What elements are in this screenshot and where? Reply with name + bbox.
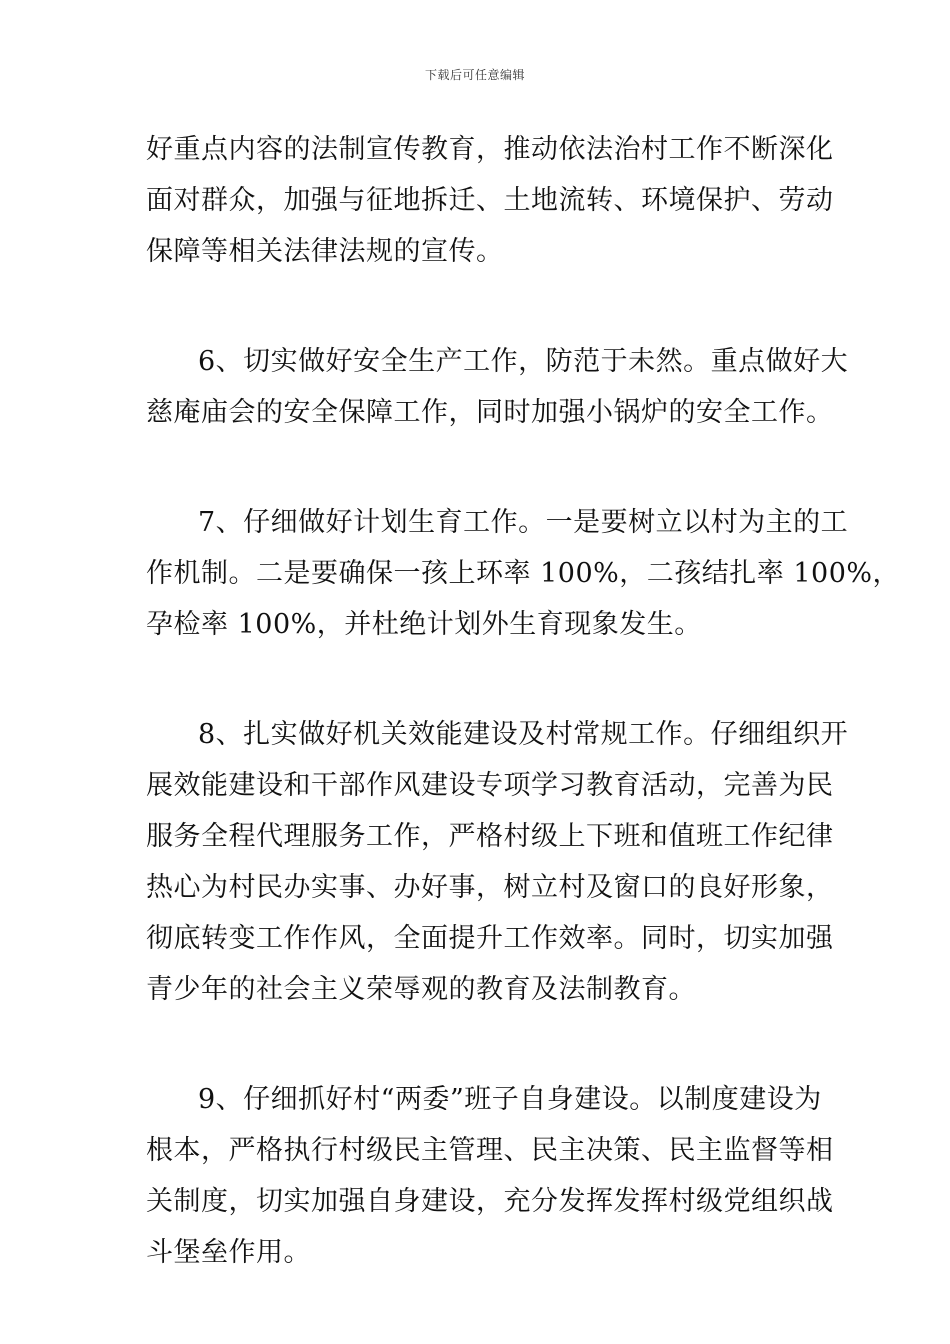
paragraph-line: 7、仔细做好计划生育工作。一是要树立以村为主的工 [198,507,849,538]
paragraph-item-9 [146,1074,834,1278]
paragraph-gap [146,650,808,709]
paragraph-line: 热心为村民办实事、办好事，树立村及窗口的良好形象， [146,872,834,903]
paragraph-item-7 [146,497,901,650]
paragraph-item-8 [146,709,849,1015]
paragraph-line: 面对群众，加强与征地拆迁、土地流转、环境保护、劳动 [146,185,834,216]
paragraph-line: 8、扎实做好机关效能建设及村常规工作。仔细组织开 [198,719,849,750]
paragraph-continuation [146,124,834,277]
paragraph-line: 作机制。二是要确保一孩上环率 100%，二孩结扎率 100%， [146,558,901,589]
paragraph-line: 好重点内容的法制宣传教育，推动依法治村工作不断深化 [146,134,834,165]
header-note: 下载后可任意编辑 [424,68,525,82]
paragraph-line: 6、切实做好安全生产工作，防范于未然。重点做好大 [198,346,849,377]
document-body [146,124,901,1278]
paragraph-line: 斗堡垒作用。 [146,1237,311,1268]
paragraph-line: 根本，严格执行村级民主管理、民主决策、民主监督等相 [146,1135,834,1166]
paragraph-gap [146,438,808,497]
paragraph-line: 服务全程代理服务工作，严格村级上下班和值班工作纪律 [146,821,834,852]
paragraph-line: 彻底转变工作作风，全面提升工作效率。同时，切实加强 [146,923,834,954]
paragraph-line: 9、仔细抓好村“两委”班子自身建设。以制度建设为 [198,1084,822,1115]
paragraph-line: 孕检率 100%，并杜绝计划外生育现象发生。 [146,609,702,640]
paragraph-line: 慈庵庙会的安全保障工作，同时加强小锅炉的安全工作。 [146,397,834,428]
paragraph-line: 展效能建设和干部作风建设专项学习教育活动，完善为民 [146,770,834,801]
paragraph-line: 关制度，切实加强自身建设，充分发挥发挥村级党组织战 [146,1186,834,1217]
paragraph-item-6 [146,336,849,438]
paragraph-gap [146,277,808,336]
paragraph-line: 保障等相关法律法规的宣传。 [146,236,504,267]
paragraph-gap [146,1015,808,1074]
paragraph-line: 青少年的社会主义荣辱观的教育及法制教育。 [146,974,696,1005]
